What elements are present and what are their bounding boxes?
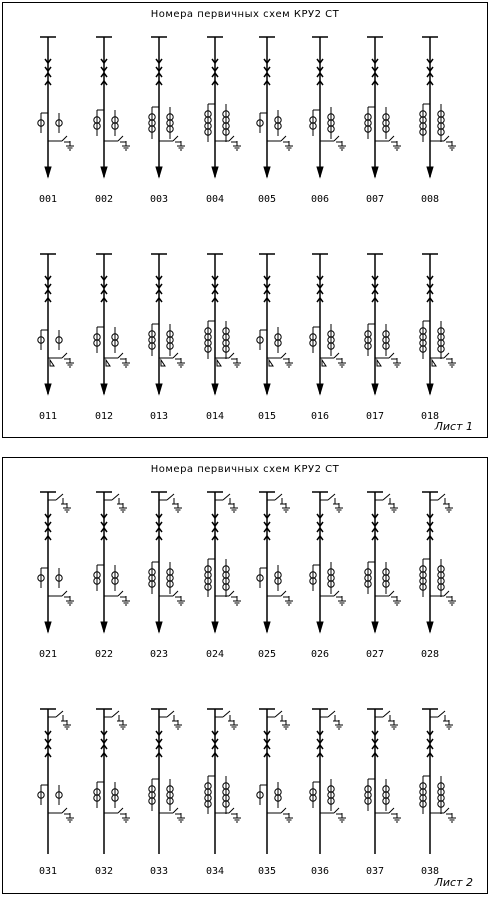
earthing-switch-icon (159, 494, 174, 504)
ground-icon (283, 141, 293, 150)
ground-icon (391, 358, 401, 367)
withdrawable-contact-icon (45, 276, 51, 302)
arrow-down-icon (101, 384, 107, 394)
scheme-number-label: 005 (257, 194, 277, 205)
current-transformer-icon (438, 104, 444, 142)
scheme-number-label: 002 (94, 194, 114, 205)
ground-icon (175, 141, 185, 150)
scheme-number-label: 031 (38, 866, 58, 877)
withdrawable-contact-icon (372, 514, 378, 540)
current-transformer-icon (167, 779, 173, 811)
withdrawable-contact-icon (372, 59, 378, 85)
sheet-number-label: Лист 2 (434, 876, 473, 889)
current-transformer-icon (310, 327, 316, 353)
current-transformer-icon (383, 562, 389, 594)
arrow-down-icon (45, 384, 51, 394)
scheme-number-label: 032 (94, 866, 114, 877)
ground-icon (391, 813, 401, 822)
withdrawable-contact-icon (101, 514, 107, 540)
scheme-diagram (205, 254, 241, 394)
scheme-number-label: 016 (310, 411, 330, 422)
ground-icon (283, 813, 293, 822)
scheme-diagram (94, 709, 130, 854)
current-transformer-icon (38, 568, 44, 588)
withdrawable-contact-icon (45, 731, 51, 757)
ground-icon (280, 503, 290, 512)
ground-icon (120, 813, 130, 822)
current-transformer-icon (56, 785, 62, 805)
withdrawable-contact-icon (156, 59, 162, 85)
surge-arrester-icon (432, 360, 436, 366)
earthing-switch-icon (215, 711, 230, 721)
scheme-diagram (365, 709, 401, 854)
arrow-down-icon (427, 167, 433, 177)
current-transformer-icon (112, 110, 118, 136)
ground-icon (61, 503, 71, 512)
current-transformer-icon (149, 562, 155, 594)
earthing-switch-icon (430, 711, 445, 721)
arrow-down-icon (156, 622, 162, 632)
ground-icon (117, 503, 127, 512)
withdrawable-contact-icon (156, 731, 162, 757)
current-transformer-icon (56, 330, 62, 350)
surge-arrester-icon (217, 360, 221, 366)
scheme-number-label: 012 (94, 411, 114, 422)
ground-icon (120, 358, 130, 367)
current-transformer-icon (310, 565, 316, 591)
current-transformer-icon (328, 562, 334, 594)
ground-icon (443, 503, 453, 512)
scheme-diagram (38, 709, 74, 854)
current-transformer-icon (38, 113, 44, 133)
scheme-diagram (205, 492, 241, 632)
scheme-diagram (310, 709, 346, 854)
arrow-down-icon (156, 167, 162, 177)
scheme-number-label: 021 (38, 649, 58, 660)
scheme-number-label: 028 (420, 649, 440, 660)
earthing-switch-icon (267, 494, 282, 504)
withdrawable-contact-icon (427, 276, 433, 302)
withdrawable-contact-icon (212, 731, 218, 757)
scheme-diagram (365, 254, 401, 394)
current-transformer-icon (94, 782, 100, 808)
earthing-switch-icon (104, 494, 119, 504)
withdrawable-contact-icon (101, 731, 107, 757)
scheme-number-label: 006 (310, 194, 330, 205)
arrow-down-icon (212, 384, 218, 394)
current-transformer-icon (112, 327, 118, 353)
ground-icon (175, 596, 185, 605)
withdrawable-contact-icon (264, 514, 270, 540)
ground-icon (333, 720, 343, 729)
ground-icon (391, 596, 401, 605)
withdrawable-contact-icon (156, 276, 162, 302)
withdrawable-contact-icon (45, 59, 51, 85)
scheme-number-label: 033 (149, 866, 169, 877)
current-transformer-icon (310, 110, 316, 136)
ground-icon (231, 813, 241, 822)
ground-icon (172, 503, 182, 512)
arrow-down-icon (427, 622, 433, 632)
surge-arrester-icon (106, 360, 110, 366)
withdrawable-contact-icon (264, 276, 270, 302)
scheme-diagram (94, 254, 130, 394)
current-transformer-icon (383, 779, 389, 811)
earthing-switch-icon (104, 711, 119, 721)
current-transformer-icon (365, 107, 371, 139)
surge-arrester-icon (377, 360, 381, 366)
current-transformer-icon (56, 113, 62, 133)
withdrawable-contact-icon (212, 514, 218, 540)
current-transformer-icon (275, 110, 281, 136)
surge-arrester-icon (50, 360, 54, 366)
ground-icon (175, 813, 185, 822)
arrow-down-icon (372, 622, 378, 632)
scheme-diagram (38, 492, 74, 632)
current-transformer-icon (365, 324, 371, 356)
arrow-down-icon (264, 167, 270, 177)
arrow-down-icon (45, 622, 51, 632)
ground-icon (64, 596, 74, 605)
current-transformer-icon (205, 776, 211, 814)
current-transformer-icon (438, 776, 444, 814)
scheme-number-label: 017 (365, 411, 385, 422)
arrow-down-icon (372, 167, 378, 177)
earthing-switch-icon (215, 494, 230, 504)
current-transformer-icon (167, 107, 173, 139)
current-transformer-icon (438, 559, 444, 597)
scheme-diagram (257, 254, 293, 394)
current-transformer-icon (56, 568, 62, 588)
scheme-diagram (420, 709, 456, 854)
withdrawable-contact-icon (101, 59, 107, 85)
current-transformer-icon (223, 559, 229, 597)
scheme-number-label: 015 (257, 411, 277, 422)
arrow-down-icon (427, 384, 433, 394)
ground-icon (117, 720, 127, 729)
current-transformer-icon (275, 565, 281, 591)
scheme-diagram (149, 492, 185, 632)
scheme-diagram (38, 254, 74, 394)
earthing-switch-icon (159, 711, 174, 721)
earthing-switch-icon (48, 711, 63, 721)
surge-arrester-icon (269, 360, 273, 366)
ground-icon (336, 358, 346, 367)
scheme-number-label: 023 (149, 649, 169, 660)
earthing-switch-icon (320, 711, 335, 721)
scheme-diagram (38, 37, 74, 177)
scheme-diagram (149, 709, 185, 854)
current-transformer-icon (257, 785, 263, 805)
current-transformer-icon (420, 559, 426, 597)
withdrawable-contact-icon (317, 731, 323, 757)
scheme-number-label: 027 (365, 649, 385, 660)
withdrawable-contact-icon (372, 276, 378, 302)
ground-icon (333, 503, 343, 512)
withdrawable-contact-icon (45, 514, 51, 540)
withdrawable-contact-icon (317, 276, 323, 302)
current-transformer-icon (205, 321, 211, 359)
scheme-number-label: 003 (149, 194, 169, 205)
current-transformer-icon (383, 107, 389, 139)
current-transformer-icon (167, 562, 173, 594)
current-transformer-icon (310, 782, 316, 808)
earthing-switch-icon (48, 494, 63, 504)
scheme-diagram (94, 37, 130, 177)
ground-icon (336, 596, 346, 605)
ground-icon (280, 720, 290, 729)
scheme-diagram (205, 37, 241, 177)
ground-icon (446, 813, 456, 822)
ground-icon (64, 813, 74, 822)
withdrawable-contact-icon (427, 514, 433, 540)
withdrawable-contact-icon (427, 731, 433, 757)
scheme-number-label: 035 (257, 866, 277, 877)
scheme-number-label: 037 (365, 866, 385, 877)
current-transformer-icon (420, 776, 426, 814)
ground-icon (120, 141, 130, 150)
current-transformer-icon (167, 324, 173, 356)
current-transformer-icon (420, 104, 426, 142)
current-transformer-icon (257, 568, 263, 588)
arrow-down-icon (212, 167, 218, 177)
current-transformer-icon (205, 104, 211, 142)
current-transformer-icon (365, 562, 371, 594)
ground-icon (231, 141, 241, 150)
withdrawable-contact-icon (212, 276, 218, 302)
earthing-switch-icon (375, 494, 390, 504)
ground-icon (64, 358, 74, 367)
scheme-number-label: 024 (205, 649, 225, 660)
ground-icon (388, 503, 398, 512)
scheme-number-label: 007 (365, 194, 385, 205)
ground-icon (61, 720, 71, 729)
current-transformer-icon (112, 565, 118, 591)
current-transformer-icon (149, 779, 155, 811)
withdrawable-contact-icon (317, 514, 323, 540)
scheme-number-label: 013 (149, 411, 169, 422)
current-transformer-icon (365, 779, 371, 811)
scheme-diagram (149, 254, 185, 394)
current-transformer-icon (223, 321, 229, 359)
scheme-diagram (94, 492, 130, 632)
ground-icon (336, 813, 346, 822)
earthing-switch-icon (430, 494, 445, 504)
scheme-number-label: 025 (257, 649, 277, 660)
scheme-number-label: 022 (94, 649, 114, 660)
scheme-diagram (420, 492, 456, 632)
earthing-switch-icon (375, 711, 390, 721)
withdrawable-contact-icon (212, 59, 218, 85)
ground-icon (64, 141, 74, 150)
earthing-switch-icon (267, 711, 282, 721)
ground-icon (172, 720, 182, 729)
sheet-number-label: Лист 1 (434, 420, 473, 433)
arrow-down-icon (212, 622, 218, 632)
withdrawable-contact-icon (264, 59, 270, 85)
ground-icon (446, 358, 456, 367)
ground-icon (175, 358, 185, 367)
current-transformer-icon (257, 113, 263, 133)
arrow-down-icon (264, 384, 270, 394)
current-transformer-icon (149, 324, 155, 356)
withdrawable-contact-icon (317, 59, 323, 85)
scheme-diagram (420, 254, 456, 394)
ground-icon (336, 141, 346, 150)
current-transformer-icon (223, 104, 229, 142)
scheme-diagram (420, 37, 456, 177)
current-transformer-icon (223, 776, 229, 814)
scheme-diagram (310, 37, 346, 177)
withdrawable-contact-icon (101, 276, 107, 302)
current-transformer-icon (38, 330, 44, 350)
withdrawable-contact-icon (427, 59, 433, 85)
current-transformer-icon (383, 324, 389, 356)
current-transformer-icon (94, 565, 100, 591)
withdrawable-contact-icon (264, 731, 270, 757)
current-transformer-icon (94, 327, 100, 353)
ground-icon (283, 358, 293, 367)
arrow-down-icon (372, 384, 378, 394)
scheme-number-label: 014 (205, 411, 225, 422)
arrow-down-icon (264, 622, 270, 632)
current-transformer-icon (328, 779, 334, 811)
arrow-down-icon (317, 384, 323, 394)
arrow-down-icon (317, 622, 323, 632)
schemes-grid (3, 3, 489, 439)
scheme-number-label: 001 (38, 194, 58, 205)
scheme-diagram (257, 709, 293, 854)
scheme-number-label: 036 (310, 866, 330, 877)
earthing-switch-icon (320, 494, 335, 504)
scheme-number-label: 026 (310, 649, 330, 660)
scheme-diagram (365, 37, 401, 177)
sheet-2 (2, 457, 488, 894)
scheme-diagram (149, 37, 185, 177)
arrow-down-icon (317, 167, 323, 177)
current-transformer-icon (328, 107, 334, 139)
current-transformer-icon (112, 782, 118, 808)
current-transformer-icon (149, 107, 155, 139)
current-transformer-icon (420, 321, 426, 359)
ground-icon (228, 503, 238, 512)
sheet-title: Номера первичных схем КРУ2 СТ (150, 9, 340, 20)
scheme-number-label: 004 (205, 194, 225, 205)
ground-icon (231, 596, 241, 605)
scheme-diagram (365, 492, 401, 632)
sheet-title: Номера первичных схем КРУ2 СТ (150, 464, 340, 475)
current-transformer-icon (275, 327, 281, 353)
current-transformer-icon (257, 330, 263, 350)
scheme-number-label: 011 (38, 411, 58, 422)
ground-icon (120, 596, 130, 605)
scheme-diagram (310, 254, 346, 394)
current-transformer-icon (328, 324, 334, 356)
scheme-number-label: 038 (420, 866, 440, 877)
ground-icon (388, 720, 398, 729)
current-transformer-icon (438, 321, 444, 359)
arrow-down-icon (45, 167, 51, 177)
scheme-diagram (310, 492, 346, 632)
current-transformer-icon (38, 785, 44, 805)
current-transformer-icon (94, 110, 100, 136)
surge-arrester-icon (322, 360, 326, 366)
ground-icon (228, 720, 238, 729)
scheme-diagram (205, 709, 241, 854)
scheme-diagram (257, 37, 293, 177)
ground-icon (446, 596, 456, 605)
arrow-down-icon (156, 384, 162, 394)
current-transformer-icon (205, 559, 211, 597)
ground-icon (391, 141, 401, 150)
arrow-down-icon (101, 167, 107, 177)
current-transformer-icon (275, 782, 281, 808)
scheme-number-label: 034 (205, 866, 225, 877)
ground-icon (446, 141, 456, 150)
scheme-number-label: 008 (420, 194, 440, 205)
arrow-down-icon (101, 622, 107, 632)
schemes-grid (3, 458, 489, 894)
withdrawable-contact-icon (156, 514, 162, 540)
withdrawable-contact-icon (372, 731, 378, 757)
ground-icon (443, 720, 453, 729)
ground-icon (231, 358, 241, 367)
scheme-number-label: 018 (420, 411, 440, 422)
ground-icon (283, 596, 293, 605)
surge-arrester-icon (161, 360, 165, 366)
sheet-1 (2, 2, 488, 438)
scheme-diagram (257, 492, 293, 632)
